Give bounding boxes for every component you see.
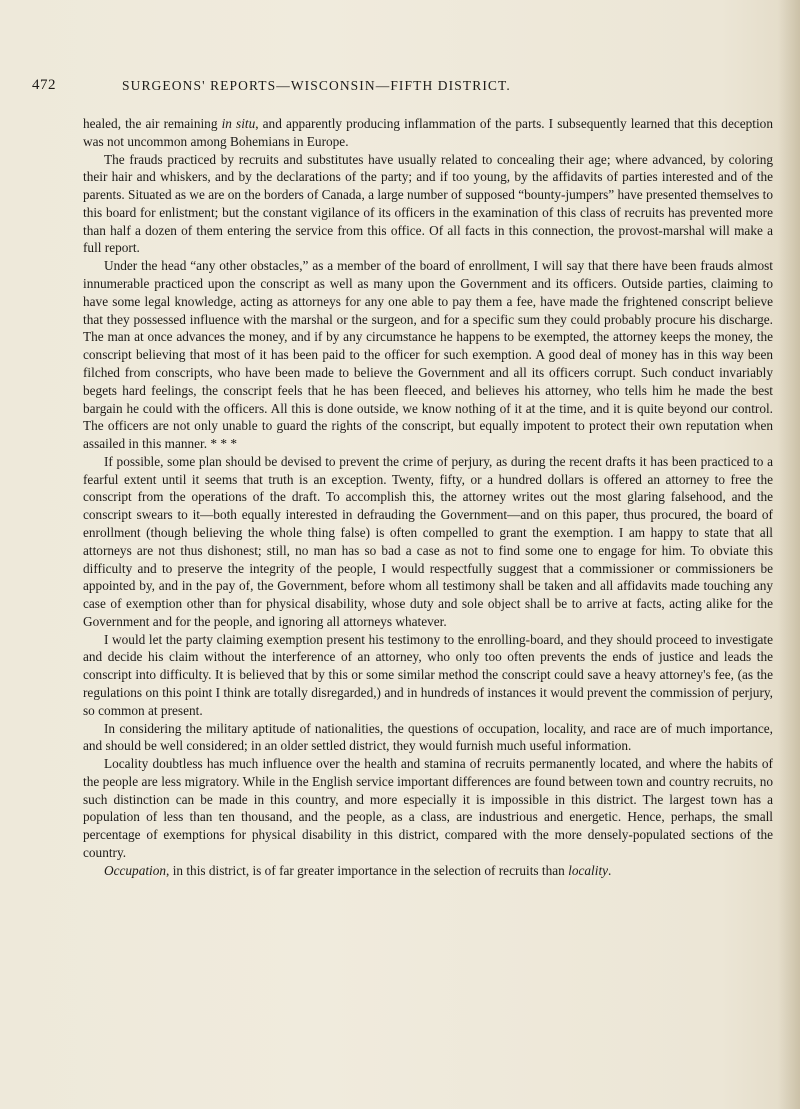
- paragraph-occupation-end: .: [608, 862, 612, 878]
- page-number: 472: [32, 77, 56, 93]
- body-text: [83, 115, 773, 880]
- paragraph-continued-text-b: , and apparently producing inflammation of the parts. I subsequently learned that this deception was not uncommon among Bohemians in Europe.: [83, 116, 773, 149]
- paragraph-military-aptitude: In considering the military aptitude of nationalities, the questions of occupation, locality, and race are of much importance, and should be well considered; in an older settled district, they would furnish much useful information.: [83, 720, 773, 754]
- paragraph-continued-text-a: healed, the air remaining: [83, 116, 222, 131]
- paragraph-perjury: If possible, some plan should be devised to prevent the crime of perjury, as during the recent drafts it has been practiced to a fearful extent until it seems that truth is an exception. Twenty, fifty, or a hundred dollars is offered an attorney to free the conscript from the operations of the draft. To accomplish this, the attorney writes out the most glaring falsehood, and the conscript swears to it—both equally interested in defrauding the Government—and on this paper, thus procured, the board of enrollment (though believing the whole thing false) is often compelled to grant the exemption. I am happy to state that all attorneys are not thus dishonest; still, no man has so bad a case as not to find some one to engage for him. To obviate this difficulty and to preserve the integrity of the people, I would respectfully suggest that a commissioner or commissioners be appointed by, and in the pay of, the Government, before whom all testimony shall be taken and all affidavits made touching any case of exemption other than for physical disability, whose duty and sole object shall be to arrive at facts, acting alike for the Government and for the people, and ignoring all attorneys whatever.: [83, 453, 773, 629]
- paragraph-occupation: [83, 862, 773, 880]
- italic-locality: locality: [568, 862, 609, 878]
- italic-occupation: Occupation: [104, 862, 167, 878]
- page-header: [32, 77, 782, 97]
- ellipsis-stars: * * *: [210, 436, 238, 452]
- paragraph-frauds: The frauds practiced by recruits and substitutes have usually related to concealing their age; where advanced, by coloring their hair and whiskers, and by the declarations of the party; and if too young, by the affidavits of parties interested and of the parents. Situated as we are on the borders of Canada, a large number of supposed “bounty-jumpers” have presented themselves to this board for enlistment; but the constant vigilance of its officers in the examination of this class of recruits has prevented more than half a dozen of them entering the service from this office. Of all facts in this connection, the provost-marshal will make a full report.: [83, 151, 773, 256]
- page-edge-shadow: [778, 0, 800, 1109]
- running-head: SURGEONS' REPORTS—WISCONSIN—FIFTH DISTRICT.: [122, 78, 511, 93]
- paragraph-obstacles-text: Under the head “any other obstacles,” as a member of the board of enrollment, I will say that there have been frauds almost innumerable practiced upon the conscript as well as many upon the Government and its officers. Outside parties, claiming to have some legal knowledge, acting as attorneys for any one able to pay them a fee, have made the frightened conscript believe that they possessed influence with the marshal or the surgeon, and for a specific sum they could probably procure his discharge. The man at once advances the money, and if by any circumstance he happens to be exempted, the attorney keeps the money, the conscript believing that most of it has been paid to the officer for such exemption. A good deal of money has in this way been filched from conscripts, who have been made to believe the Government and all its officers corrupt. Such conduct invariably begets hard feelings, the conscript feels that he has been fleeced, and believes his attorney, who tells him he made the best bargain he could with the officers. All this is done outside, we know nothing of it at the time, and it is quite beyond our control. The officers are not only unable to guard the rights of the conscript, but equally impotent to protect their own reputation when assailed in this manner.: [83, 258, 773, 452]
- paragraph-obstacles: [83, 257, 773, 453]
- paragraph-locality: Locality doubtless has much influence over the health and stamina of recruits permanently located, and where the habits of the people are less migratory. While in the English service important differences are found between town and country recruits, no such distinction can be made in this country, and more especially it is impossible in this district. The largest town has a population of less than ten thousand, and the people, as a class, are industrious and energetic. Hence, perhaps, the small percentage of exemptions for physical disability in this district, compared with the more densely-populated sections of the country.: [83, 756, 773, 861]
- paragraph-occupation-text: , in this district, is of far greater importance in the selection of recruits than: [166, 862, 569, 878]
- italic-in-situ: in situ: [221, 116, 256, 131]
- paragraph-testimony: I would let the party claiming exemption present his testimony to the enrolling-board, and they should proceed to investigate and decide his claim without the interference of an attorney, who only too often prevents the ends of justice and leads the conscript into difficulty. It is believed that by this or some similar method the conscript could save a heavy attorney's fee, (as the regulations on this point I think are totally disregarded,) and in hundreds of instances it would prevent the commission of perjury, so common at present.: [83, 631, 773, 718]
- paragraph-continued: [83, 115, 773, 151]
